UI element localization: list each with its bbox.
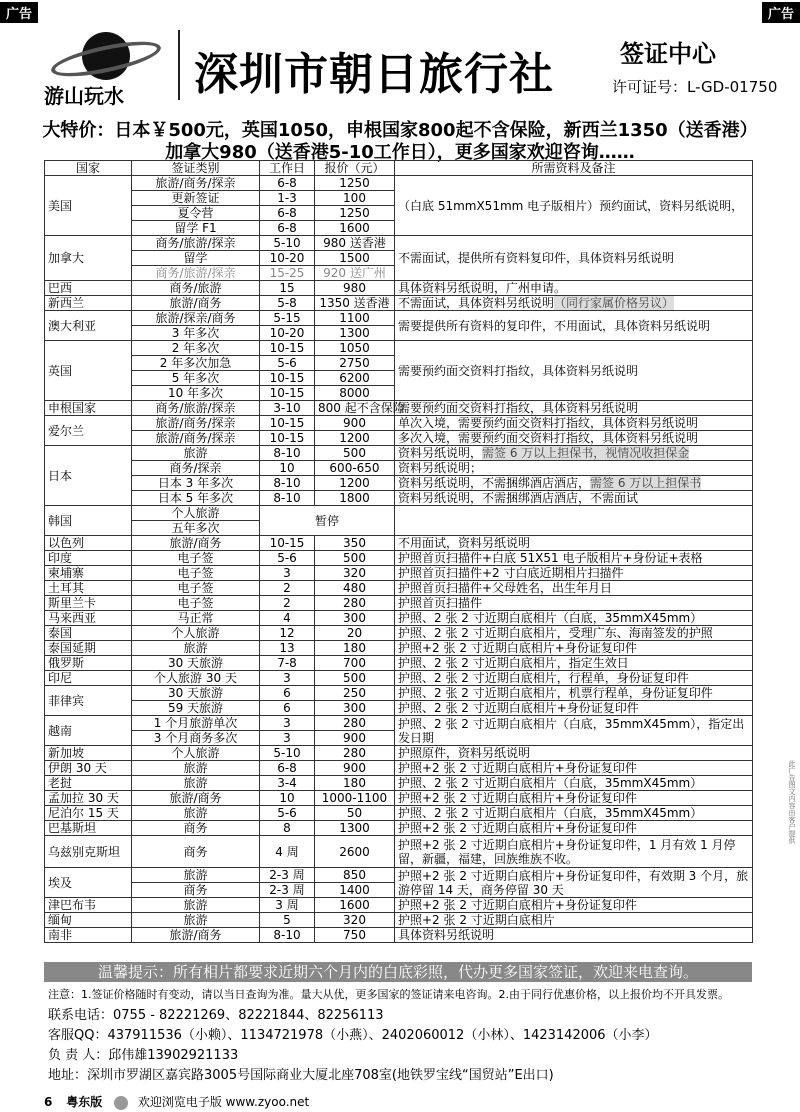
- docs-text: 不需面试，具体资料另纸说明: [398, 296, 555, 310]
- type-cell: 10 年多次: [132, 386, 260, 401]
- header-docs: 所需资料及备注: [395, 161, 753, 176]
- country-cell: 柬埔寨: [45, 566, 132, 581]
- table-row: [45, 566, 753, 581]
- price-cell: 500: [315, 551, 395, 566]
- days-cell: 2-3 周: [260, 883, 315, 898]
- type-cell: 30 天旅游: [132, 686, 260, 701]
- table-row: [45, 761, 753, 776]
- days-cell: 6-8: [260, 761, 315, 776]
- price-cell: 280: [315, 596, 395, 611]
- ad-label-right: 广告: [762, 2, 800, 23]
- days-cell: 3: [260, 566, 315, 581]
- docs-cell: 护照、2 张 2 寸近期白底相片，机票行程单，身份证复印件: [395, 686, 753, 701]
- country-cell: 越南: [45, 716, 132, 746]
- table-row: [45, 898, 753, 913]
- price-cell: 100: [315, 191, 395, 206]
- table-row: [45, 913, 753, 928]
- days-cell: 7-8: [260, 656, 315, 671]
- price-cell: 1250: [315, 176, 395, 191]
- days-cell: 10-15: [260, 371, 315, 386]
- days-cell: 6-8: [260, 221, 315, 236]
- docs-cell: 多次入境，需要预约面交资料打指纹，具体资料另纸说明: [395, 431, 753, 446]
- table-row: [45, 626, 753, 641]
- docs-cell: 护照+2 张 2 寸近期白底相片+身份证复印件: [395, 761, 753, 776]
- country-cell: 爱尔兰: [45, 416, 132, 446]
- type-cell: 电子签: [132, 551, 260, 566]
- type-cell: 旅游/商务/探亲: [132, 431, 260, 446]
- docs-cell: 护照+2 张 2 寸近期白底相片+身份证复印件: [395, 898, 753, 913]
- type-cell: 留学: [132, 251, 260, 266]
- docs-cell: 护照首页扫描件+2 寸白底近期相片扫描件: [395, 566, 753, 581]
- promo-line-1: 大特价：日本￥500元，英国1050，申根国家800起不含保险，新西兰1350（送香港）: [42, 120, 758, 141]
- type-cell: 旅游/商务: [132, 791, 260, 806]
- docs-cell: 护照、2 张 2 寸近期白底相片（白底，35mmX45mm）: [395, 611, 753, 626]
- days-cell: 10-15: [260, 416, 315, 431]
- table-row: [45, 296, 753, 311]
- table-row: [45, 176, 753, 191]
- days-cell: 1-3: [260, 191, 315, 206]
- tip-banner: 温馨提示：所有相片都要求近期六个月内的白底彩照，代办更多国家签证，欢迎来电查询。: [44, 962, 752, 982]
- days-cell: 5-6: [260, 551, 315, 566]
- days-cell: 8-10: [260, 928, 315, 943]
- docs-highlight: （同行家属价格另议）: [554, 296, 675, 310]
- price-cell: 500: [315, 671, 395, 686]
- agency-name: 深圳市朝日旅行社: [194, 49, 554, 100]
- days-cell: 10-15: [260, 386, 315, 401]
- price-cell: 800 起不含保险: [315, 401, 395, 416]
- table-row: [45, 281, 753, 296]
- docs-cell: 资料另纸说明，不需捆绑酒店酒店，不需面试: [395, 491, 753, 506]
- country-cell: 斯里兰卡: [45, 596, 132, 611]
- table-header-row: [45, 161, 753, 176]
- docs-cell: 护照+2 张 2 寸近期白底相片+身份证复印件: [395, 641, 753, 656]
- docs-cell: 护照、2 张 2 寸近期白底相片（白底，35mmX45mm）: [395, 806, 753, 821]
- price-cell: 500: [315, 446, 395, 461]
- status-cell: 暂停: [260, 506, 395, 536]
- country-cell: 乌兹别克斯坦: [45, 836, 132, 868]
- docs-cell: 护照、2 张 2 寸近期白底相片，受理广东、海南签发的护照: [395, 626, 753, 641]
- country-cell: 日本: [45, 446, 132, 506]
- table-row: [45, 536, 753, 551]
- days-cell: 3 周: [260, 898, 315, 913]
- days-cell: 10-20: [260, 326, 315, 341]
- days-cell: 6-8: [260, 206, 315, 221]
- days-cell: 8-10: [260, 446, 315, 461]
- type-cell: 旅游: [132, 806, 260, 821]
- price-cell: 700: [315, 656, 395, 671]
- header-divider: [178, 30, 180, 100]
- contact-phone: 联系电话：0755 - 82221269、82221844、82256113: [48, 1008, 384, 1023]
- header-price: 报价（元）: [315, 161, 395, 176]
- days-cell: 6: [260, 701, 315, 716]
- website-link[interactable]: 欢迎浏览电子版 www.zyoo.net: [137, 1095, 310, 1109]
- docs-cell: 不用面试，资料另纸说明: [395, 536, 753, 551]
- type-cell: 旅游: [132, 898, 260, 913]
- days-cell: 10-15: [260, 431, 315, 446]
- ad-label-left: 广告: [0, 2, 38, 23]
- price-cell: 300: [315, 611, 395, 626]
- days-cell: 3-10: [260, 401, 315, 416]
- days-cell: 5-8: [260, 296, 315, 311]
- type-cell: 商务/旅游/探亲: [132, 401, 260, 416]
- country-cell: 新西兰: [45, 296, 132, 311]
- table-row: [45, 641, 753, 656]
- price-cell: 1300: [315, 326, 395, 341]
- price-cell: 1350 送香港: [315, 296, 395, 311]
- price-cell: 600-650: [315, 461, 395, 476]
- docs-cell: （白底 51mmX51mm 电子版相片）预约面试，资料另纸说明，: [395, 176, 753, 236]
- price-cell: 320: [315, 566, 395, 581]
- docs-cell: 护照+2 张 2 寸近期白底相片+身份证复印件: [395, 791, 753, 806]
- docs-cell: [395, 506, 753, 536]
- header-days: 工作日: [260, 161, 315, 176]
- country-cell: 菲律宾: [45, 686, 132, 716]
- type-cell: 五年多次: [132, 521, 260, 536]
- price-cell: 900: [315, 731, 395, 746]
- type-cell: 旅游/商务: [132, 928, 260, 943]
- price-cell: 1100: [315, 311, 395, 326]
- visa-center-title: 签证中心: [620, 40, 716, 68]
- country-cell: 美国: [45, 176, 132, 236]
- docs-cell: 具体资料另纸说明，广州申请。: [395, 281, 753, 296]
- table-row: [45, 611, 753, 626]
- type-cell: 更新签证: [132, 191, 260, 206]
- price-cell: 280: [315, 716, 395, 731]
- table-row: [45, 476, 753, 491]
- days-cell: 5-15: [260, 311, 315, 326]
- docs-cell: 护照、2 张 2 寸近期白底相片，指定生效日: [395, 656, 753, 671]
- price-cell: 900: [315, 761, 395, 776]
- docs-cell: 护照+2 张 2 寸近期白底相片+身份证复印件，有效期 3 个月，旅游停留 14 天，商务停留 30 天: [395, 868, 753, 898]
- docs-cell: 护照+2 张 2 寸近期白底相片+身份证复印件: [395, 821, 753, 836]
- docs-cell: 护照+2 张 2 寸近期白底相片: [395, 913, 753, 928]
- table-row: [45, 776, 753, 791]
- days-cell: 5-10: [260, 746, 315, 761]
- type-cell: 旅游/探亲/商务: [132, 311, 260, 326]
- visa-price-table: [44, 160, 753, 943]
- price-cell: 1300: [315, 821, 395, 836]
- table-row: [45, 868, 753, 883]
- price-cell: 50: [315, 806, 395, 821]
- days-cell: 5-10: [260, 236, 315, 251]
- price-cell: 850: [315, 868, 395, 883]
- docs-cell: 单次入境，需要预约面交资料打指纹，具体资料另纸说明: [395, 416, 753, 431]
- logo: [42, 28, 172, 108]
- table-row: [45, 431, 753, 446]
- country-cell: 巴基斯坦: [45, 821, 132, 836]
- days-cell: 10: [260, 791, 315, 806]
- days-cell: 3: [260, 731, 315, 746]
- table-row: [45, 311, 753, 326]
- type-cell: 旅游: [132, 761, 260, 776]
- days-cell: 10: [260, 461, 315, 476]
- table-row: [45, 446, 753, 461]
- license-number: 许可证号：L-GD-01750: [612, 78, 778, 96]
- price-cell: 320: [315, 913, 395, 928]
- type-cell: 3 个月商务多次: [132, 731, 260, 746]
- days-cell: 10-15: [260, 536, 315, 551]
- docs-cell: [395, 476, 753, 491]
- country-cell: 申根国家: [45, 401, 132, 416]
- country-cell: 南非: [45, 928, 132, 943]
- table-row: [45, 836, 753, 868]
- table-row: [45, 656, 753, 671]
- price-cell: 350: [315, 536, 395, 551]
- docs-cell: 护照、2 张 2 寸近期白底相片+身份证复印件: [395, 701, 753, 716]
- country-cell: 泰国延期: [45, 641, 132, 656]
- price-cell: 1600: [315, 221, 395, 236]
- country-cell: 巴西: [45, 281, 132, 296]
- price-cell: 980: [315, 281, 395, 296]
- table-row: [45, 236, 753, 251]
- table-row: [45, 701, 753, 716]
- price-cell: 1250: [315, 206, 395, 221]
- table-row: [45, 491, 753, 506]
- type-cell: 旅游: [132, 868, 260, 883]
- table-row: [45, 671, 753, 686]
- days-cell: 5-6: [260, 806, 315, 821]
- price-cell: 900: [315, 416, 395, 431]
- country-cell: 老挝: [45, 776, 132, 791]
- contact-address: 地址：深圳市罗湖区嘉宾路3005号国际商业大厦北座708室(地铁罗宝线“国贸站”E出口): [48, 1068, 554, 1083]
- footer: [44, 1093, 309, 1110]
- price-cell: 2600: [315, 836, 395, 868]
- days-cell: 5-6: [260, 356, 315, 371]
- country-cell: 加拿大: [45, 236, 132, 281]
- table-row: [45, 581, 753, 596]
- type-cell: 个人旅游: [132, 506, 260, 521]
- header: [0, 24, 800, 106]
- price-cell: 6200: [315, 371, 395, 386]
- docs-cell: 具体资料另纸说明: [395, 928, 753, 943]
- table-row: [45, 791, 753, 806]
- days-cell: 2: [260, 596, 315, 611]
- page-number: 6: [44, 1095, 53, 1109]
- table-row: [45, 401, 753, 416]
- header-country: 国家: [45, 161, 132, 176]
- promo-line-2: 加拿大980（送香港5-10工作日），更多国家欢迎咨询……: [165, 142, 635, 163]
- days-cell: 2: [260, 581, 315, 596]
- docs-text: 资料另纸说明，不需捆绑酒店酒店，: [398, 476, 591, 490]
- type-cell: 个人旅游 30 天: [132, 671, 260, 686]
- edition-label: 粤东版: [66, 1095, 103, 1109]
- type-cell: 59 天旅游: [132, 701, 260, 716]
- days-cell: 4 周: [260, 836, 315, 868]
- type-cell: 商务/旅游/探亲: [132, 236, 260, 251]
- country-cell: 韩国: [45, 506, 132, 536]
- type-cell: 旅游/商务/探亲: [132, 176, 260, 191]
- docs-cell: 护照、2 张 2 寸近期白底相片，行程单，身份证复印件: [395, 671, 753, 686]
- country-cell: 津巴布韦: [45, 898, 132, 913]
- docs-highlight: 需签 6 万以上担保书: [590, 476, 702, 490]
- days-cell: 10-20: [260, 251, 315, 266]
- price-cell: 250: [315, 686, 395, 701]
- docs-cell: 需要预约面交资料打指纹，具体资料另纸说明: [395, 341, 753, 401]
- price-cell: 1800: [315, 491, 395, 506]
- table-row: [45, 716, 753, 731]
- table-row: [45, 596, 753, 611]
- docs-cell: 护照原件，资料另纸说明: [395, 746, 753, 761]
- emblem-icon: [114, 1096, 128, 1110]
- type-cell: 旅游/商务: [132, 536, 260, 551]
- type-cell: 旅游/商务/探亲: [132, 416, 260, 431]
- type-cell: 个人旅游: [132, 746, 260, 761]
- days-cell: 10-15: [260, 341, 315, 356]
- docs-cell: 护照首页扫描件: [395, 596, 753, 611]
- table-row: [45, 746, 753, 761]
- country-cell: 俄罗斯: [45, 656, 132, 671]
- contact-person: 负 责 人：邱伟雄13902921133: [48, 1048, 239, 1063]
- days-cell: 3: [260, 716, 315, 731]
- type-cell: 旅游: [132, 776, 260, 791]
- days-cell: 12: [260, 626, 315, 641]
- type-cell: 夏令营: [132, 206, 260, 221]
- price-cell: 480: [315, 581, 395, 596]
- docs-cell: [395, 446, 753, 461]
- type-cell: 30 天旅游: [132, 656, 260, 671]
- country-cell: 澳大利亚: [45, 311, 132, 341]
- price-cell: 1500: [315, 251, 395, 266]
- price-cell: 300: [315, 701, 395, 716]
- docs-cell: 需要提供所有资料的复印件，不用面试，具体资料另纸说明: [395, 311, 753, 341]
- days-cell: 3-4: [260, 776, 315, 791]
- docs-cell: 护照、2 张 2 寸近期白底相片（白底，35mmX45mm），指定出发日期: [395, 716, 753, 746]
- country-cell: 马来西亚: [45, 611, 132, 626]
- days-cell: 8: [260, 821, 315, 836]
- logo-text: 游山玩水: [44, 84, 124, 108]
- header-type: 签证类别: [132, 161, 260, 176]
- price-cell: 920 送广州: [315, 266, 395, 281]
- type-cell: 旅游: [132, 446, 260, 461]
- country-cell: 尼泊尔 15 天: [45, 806, 132, 821]
- days-cell: 5: [260, 913, 315, 928]
- country-cell: 伊朗 30 天: [45, 761, 132, 776]
- type-cell: 日本 3 年多次: [132, 476, 260, 491]
- price-cell: 750: [315, 928, 395, 943]
- country-cell: 印度: [45, 551, 132, 566]
- type-cell: 3 年多次: [132, 326, 260, 341]
- price-cell: 1600: [315, 898, 395, 913]
- type-cell: 商务: [132, 883, 260, 898]
- days-cell: 15-25: [260, 266, 315, 281]
- type-cell: 旅游/商务: [132, 296, 260, 311]
- docs-cell: 护照+2 张 2 寸近期白底相片+身份证复印件，1 月有效 1 月停留，新疆，福建，回族维族不收。: [395, 836, 753, 868]
- country-cell: 以色列: [45, 536, 132, 551]
- docs-cell: 需要预约面交资料打指纹，具体资料另纸说明: [395, 401, 753, 416]
- price-cell: 1200: [315, 431, 395, 446]
- type-cell: 商务/旅游: [132, 281, 260, 296]
- type-cell: 旅游: [132, 913, 260, 928]
- days-cell: 2-3 周: [260, 868, 315, 883]
- type-cell: 2 年多次: [132, 341, 260, 356]
- table-row: [45, 686, 753, 701]
- days-cell: 13: [260, 641, 315, 656]
- price-cell: 1200: [315, 476, 395, 491]
- price-cell: 280: [315, 746, 395, 761]
- table-row: [45, 806, 753, 821]
- days-cell: 8-10: [260, 491, 315, 506]
- country-cell: 埃及: [45, 868, 132, 898]
- days-cell: 4: [260, 611, 315, 626]
- type-cell: 商务/探亲: [132, 461, 260, 476]
- type-cell: 个人旅游: [132, 626, 260, 641]
- type-cell: 5 年多次: [132, 371, 260, 386]
- type-cell: 商务/旅游/探亲: [132, 266, 260, 281]
- docs-text: 资料另纸说明，: [398, 446, 483, 460]
- type-cell: 1 个月旅游单次: [132, 716, 260, 731]
- price-cell: 2750: [315, 356, 395, 371]
- country-cell: 印尼: [45, 671, 132, 686]
- country-cell: 土耳其: [45, 581, 132, 596]
- docs-highlight: 需签 6 万以上担保书，视情况收担保金: [482, 446, 690, 460]
- price-cell: 180: [315, 776, 395, 791]
- table-row: [45, 506, 753, 521]
- contact-qq: 客服QQ：437911536（小赖）、1134721978（小燕）、2402060012（小林）、1423142006（小李）: [48, 1028, 658, 1043]
- price-cell: 8000: [315, 386, 395, 401]
- type-cell: 旅游: [132, 641, 260, 656]
- docs-cell: 护照、2 张 2 寸近期白底相片（白底，35mmX45mm）: [395, 776, 753, 791]
- country-cell: 英国: [45, 341, 132, 401]
- country-cell: 孟加拉 30 天: [45, 791, 132, 806]
- type-cell: 电子签: [132, 596, 260, 611]
- side-disclaimer: 此广告图文内容由客户提供: [788, 760, 796, 844]
- country-cell: 新加坡: [45, 746, 132, 761]
- docs-cell: 不需面试，提供所有资料复印件，具体资料另纸说明: [395, 236, 753, 281]
- type-cell: 2 年多次加急: [132, 356, 260, 371]
- table-row: [45, 341, 753, 356]
- country-cell: 缅甸: [45, 913, 132, 928]
- docs-cell: 护照首页扫描件+白底 51X51 电子版相片+身份证+表格: [395, 551, 753, 566]
- price-cell: 180: [315, 641, 395, 656]
- table-row: [45, 416, 753, 431]
- price-cell: 1050: [315, 341, 395, 356]
- table-row: [45, 461, 753, 476]
- type-cell: 马正常: [132, 611, 260, 626]
- country-cell: 泰国: [45, 626, 132, 641]
- docs-cell: 护照首页扫描件+父母姓名，出生年月日: [395, 581, 753, 596]
- docs-cell: 资料另纸说明；: [395, 461, 753, 476]
- table-row: [45, 821, 753, 836]
- price-cell: 980 送香港: [315, 236, 395, 251]
- type-cell: 电子签: [132, 566, 260, 581]
- type-cell: 商务: [132, 821, 260, 836]
- days-cell: 3: [260, 671, 315, 686]
- days-cell: 15: [260, 281, 315, 296]
- type-cell: 日本 5 年多次: [132, 491, 260, 506]
- type-cell: 商务: [132, 836, 260, 868]
- table-row: [45, 551, 753, 566]
- docs-cell: [395, 296, 753, 311]
- price-cell: 20: [315, 626, 395, 641]
- price-cell: 1400: [315, 883, 395, 898]
- price-cell: 1000-1100: [315, 791, 395, 806]
- days-cell: 6: [260, 686, 315, 701]
- type-cell: 留学 F1: [132, 221, 260, 236]
- table-row: [45, 928, 753, 943]
- days-cell: 6-8: [260, 176, 315, 191]
- days-cell: 8-10: [260, 476, 315, 491]
- price-note: 注意：1.签证价格随时有变动，请以当日查询为准。量大从优，更多国家的签证请来电咨询。2.由于同行优惠价格，以上报价均不开具发票。: [48, 988, 729, 1001]
- type-cell: 电子签: [132, 581, 260, 596]
